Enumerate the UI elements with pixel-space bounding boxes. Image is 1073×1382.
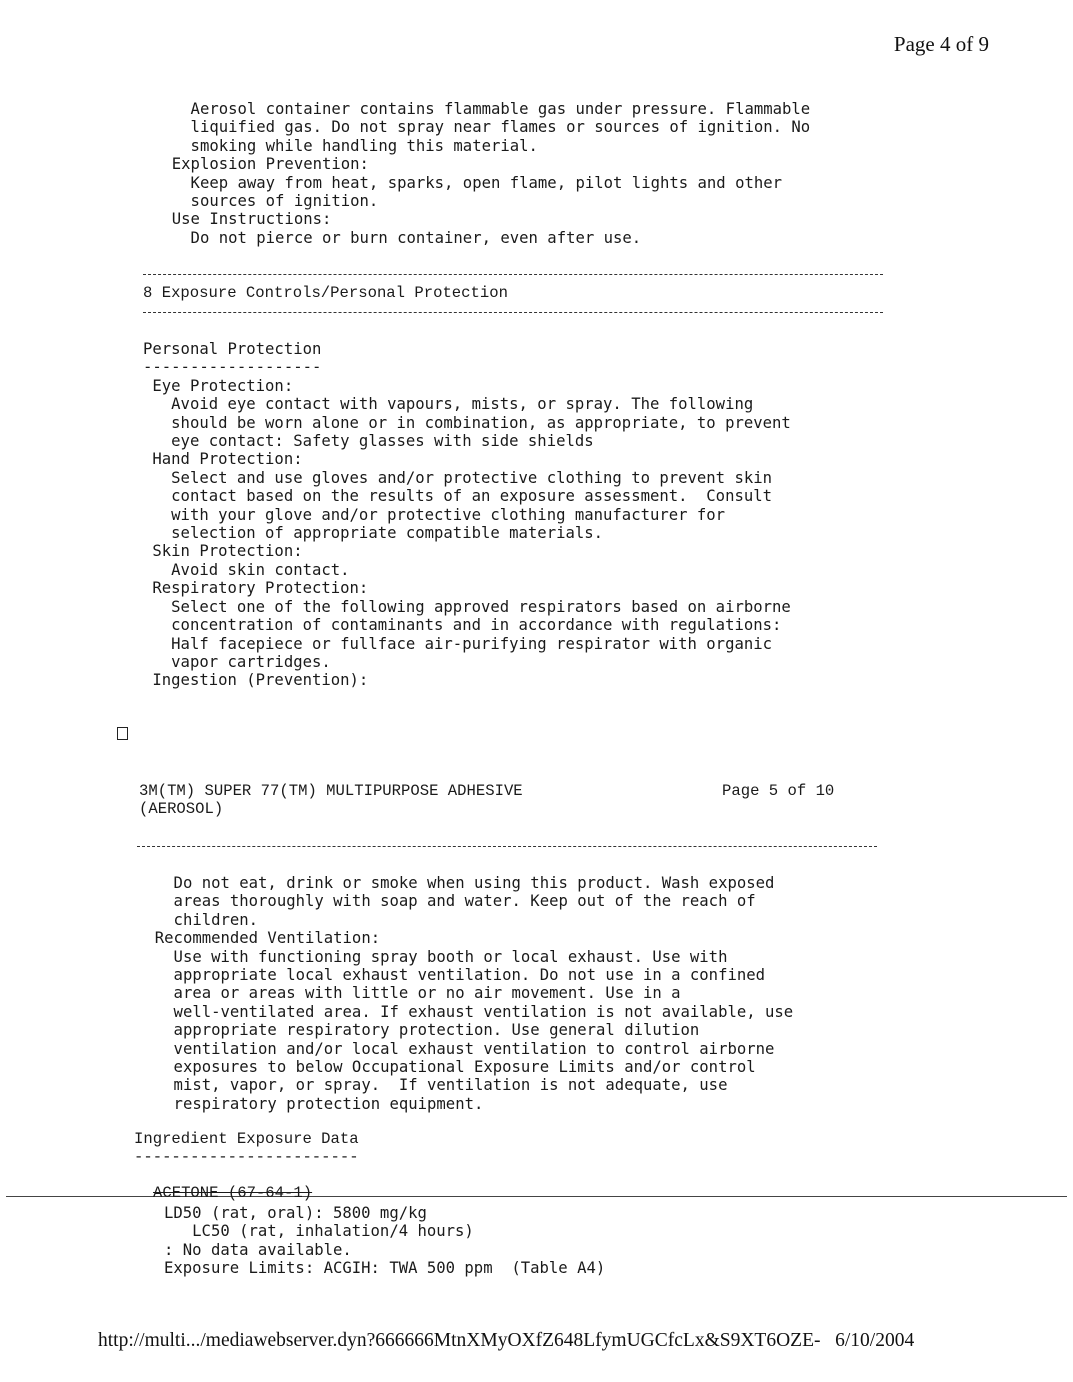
text-line: Select and use gloves and/or protective clothing to prevent skin: [143, 468, 773, 487]
document-page-label: Page 5 of 10: [722, 782, 835, 800]
text-line: Explosion Prevention:: [153, 155, 369, 174]
section-8-title: 8 Exposure Controls/Personal Protection: [143, 284, 508, 302]
text-line: Respiratory Protection:: [143, 579, 369, 598]
text-line: should be worn alone or in combination, as appropriate, to prevent: [143, 413, 791, 432]
text-line: Do not eat, drink or smoke when using this product. Wash exposed: [136, 874, 775, 892]
text-line: : No data available.: [164, 1240, 352, 1259]
text-line: Aerosol container contains flammable gas under pressure. Flammable: [153, 100, 811, 118]
text-line: smoking while handling this material.: [153, 136, 538, 155]
text-line: respiratory protection equipment.: [136, 1094, 484, 1113]
text-line: -------------------: [143, 358, 322, 377]
text-line: mist, vapor, or spray. If ventilation is not adequate, use: [136, 1076, 728, 1095]
ingredient-heading: Ingredient Exposure Data: [134, 1130, 359, 1148]
browser-page-indicator: Page 4 of 9: [893, 32, 989, 56]
text-line: LC50 (rat, inhalation/4 hours): [164, 1222, 474, 1241]
page-url[interactable]: http://multi.../mediawebserver.dyn?666666MtnXMyOXfZ648LfymUGCfcLx&S9XT6OZE-: [98, 1330, 821, 1351]
handling-instructions: [153, 100, 810, 247]
text-line: appropriate respiratory protection. Use general dilution: [136, 1021, 700, 1040]
text-line: exposures to below Occupational Exposure Limits and/or control: [136, 1058, 756, 1077]
text-line: LD50 (rat, oral): 5800 mg/kg: [164, 1204, 427, 1222]
header-rule: [137, 846, 877, 847]
text-line: Avoid eye contact with vapours, mists, or spray. The following: [143, 395, 754, 414]
text-line: vapor cartridges.: [143, 652, 331, 671]
text-line: Exposure Limits: ACGIH: TWA 500 ppm (Table A4): [164, 1259, 606, 1278]
text-line: Use with functioning spray booth or local exhaust. Use with: [136, 947, 728, 966]
text-line: with your glove and/or protective clothing manufacturer for: [143, 505, 726, 524]
text-line: Half facepiece or fullface air-purifying respirator with organic: [143, 634, 773, 653]
section-rule-bottom: [143, 312, 883, 313]
text-line: selection of appropriate compatible materials.: [143, 524, 604, 543]
ingredient-data: [164, 1204, 605, 1278]
text-line: Recommended Ventilation:: [136, 929, 381, 948]
text-line: Skin Protection:: [143, 542, 303, 561]
text-line: Avoid skin contact.: [143, 560, 350, 579]
text-line: Eye Protection:: [143, 376, 294, 395]
text-line: Use Instructions:: [153, 210, 332, 229]
text-line: well-ventilated area. If exhaust ventilation is not available, use: [136, 1002, 794, 1021]
product-name-line1: 3M(TM) SUPER 77(TM) MULTIPURPOSE ADHESIVE: [139, 782, 523, 800]
text-line: Ingestion (Prevention):: [143, 671, 369, 690]
section-rule-top: [143, 274, 883, 275]
placeholder-box: [117, 727, 128, 740]
ingredient-heading-underline: ------------------------: [134, 1148, 359, 1166]
text-line: Personal Protection: [143, 340, 322, 358]
text-line: contact based on the results of an exposure assessment. Consult: [143, 487, 773, 506]
text-line: area or areas with little or no air movement. Use in a: [136, 984, 681, 1003]
text-line: Keep away from heat, sparks, open flame, pilot lights and other: [153, 173, 783, 192]
browser-footer: [98, 1330, 914, 1352]
text-line: concentration of contaminants and in accordance with regulations:: [143, 616, 782, 635]
personal-protection-block: [143, 340, 791, 690]
product-name-line2: (AEROSOL): [139, 800, 224, 818]
text-line: Select one of the following approved respirators based on airborne: [143, 597, 791, 616]
text-line: eye contact: Safety glasses with side shields: [143, 432, 594, 451]
print-date: 6/10/2004: [835, 1330, 915, 1351]
ventilation-block: [136, 874, 793, 1113]
ingredient-name: ACETONE (67-64-1): [153, 1184, 313, 1202]
text-line: Hand Protection:: [143, 450, 303, 469]
text-line: Do not pierce or burn container, even after use.: [153, 228, 642, 247]
text-line: liquified gas. Do not spray near flames or sources of ignition. No: [153, 118, 811, 137]
text-line: children.: [136, 910, 259, 929]
text-line: sources of ignition.: [153, 192, 379, 211]
text-line: areas thoroughly with soap and water. Keep out of the reach of: [136, 892, 756, 911]
text-line: appropriate local exhaust ventilation. Do not use in a confined: [136, 966, 766, 985]
text-line: ventilation and/or local exhaust ventilation to control airborne: [136, 1039, 775, 1058]
